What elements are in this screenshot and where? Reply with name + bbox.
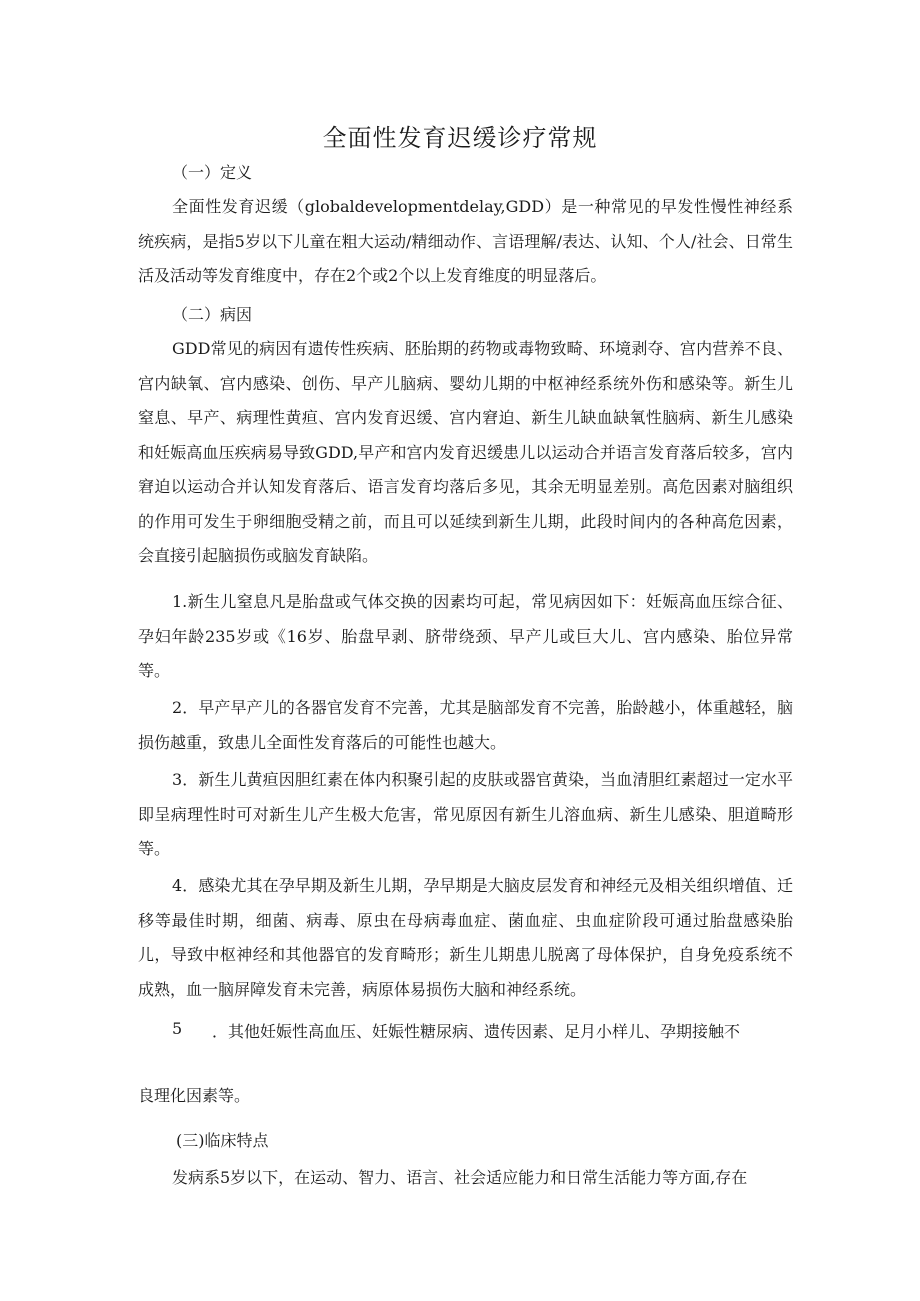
- document-title: 全面性发育迟缓诊疗常规: [322, 124, 598, 152]
- paragraph-etiology: GDD常见的病因有遗传性疾病、胚胎期的药物或毒物致畸、环境剥夺、宫内营养不良、宫内缺氧、宫内感染、创伤、早产儿脑病、婴幼儿期的中枢神经系统外伤和感染等。新生儿窒息、早产、病理性黄疸、宫内发育迟缓、宫内窘迫、新生儿缺血缺氧性脑病、新生儿感染和妊娠高血压疾病易导致GDD,早产和宫内发育迟缓患儿以运动合并语言发育落后较多，宫内窘迫以运动合并认知发育落后、语言发育均落后多见，其余无明显差别。高危因素对脑组织的作用可发生于卵细胞受精之前，而且可以延续到新生儿期，此段时间内的各种高危因素，会直接引起脑损伤或脑发育缺陷。: [138, 339, 793, 565]
- section-heading-clinical: (三)临床特点: [176, 1131, 269, 1150]
- list-item-jaundice: 3．新生儿黄疸因胆红素在体内积聚引起的皮肤或器官黄染，当血清胆红素超过一定水平即呈病理性时可对新生儿产生极大危害，常见原因有新生儿溶血病、新生儿感染、胆道畸形等。: [138, 770, 793, 858]
- section-heading-etiology: （二）病因: [172, 305, 253, 324]
- paragraph-clinical: 发病系5岁以下，在运动、智力、语言、社会适应能力和日常生活能力等方面,存在: [172, 1168, 748, 1187]
- list-item-infection: 4．感染尤其在孕早期及新生儿期，孕早期是大脑皮层发育和神经元及相关组织增值、迁移等最佳时期，细菌、病毒、原虫在母病毒血症、菌血症、虫血症阶段可通过胎盘感染胎儿，导致中枢神经和其他器官的发育畸形；新生儿期患儿脱离了母体保护，自身免疫系统不成熟，血一脑屏障发育未完善，病原体易损伤大脑和神经系统。: [138, 876, 793, 999]
- list-item-other-line1: ．其他妊娠性高血压、妊娠性糖尿病、遗传因素、足月小样儿、孕期接触不: [212, 1022, 741, 1041]
- list-item-other-line2: 良理化因素等。: [138, 1086, 251, 1105]
- list-item-premature: 2．早产早产儿的各器官发育不完善，尤其是脑部发育不完善，胎龄越小，体重越轻，脑损伤越重，致患儿全面性发育落后的可能性也越大。: [138, 698, 793, 752]
- list-item-asphyxia: 1.新生儿窒息凡是胎盘或气体交换的因素均可起，常见病因如下：妊娠高血压综合征、孕妇年龄235岁或《16岁、胎盘早剥、脐带绕颈、早产儿或巨大儿、宫内感染、胎位异常等。: [138, 592, 793, 680]
- paragraph-definition: 全面性发育迟缓（globaldevelopmentdelay,GDD）是一种常见的早发性慢性神经系统疾病，是指5岁以下儿童在粗大运动/精细动作、言语理解/表达、认知、个人/社会、日常生活及活动等发育维度中，存在2个或2个以上发育维度的明显落后。: [138, 197, 793, 285]
- list-item-number: 5: [172, 1019, 183, 1038]
- section-heading-definition: （一）定义: [172, 163, 253, 182]
